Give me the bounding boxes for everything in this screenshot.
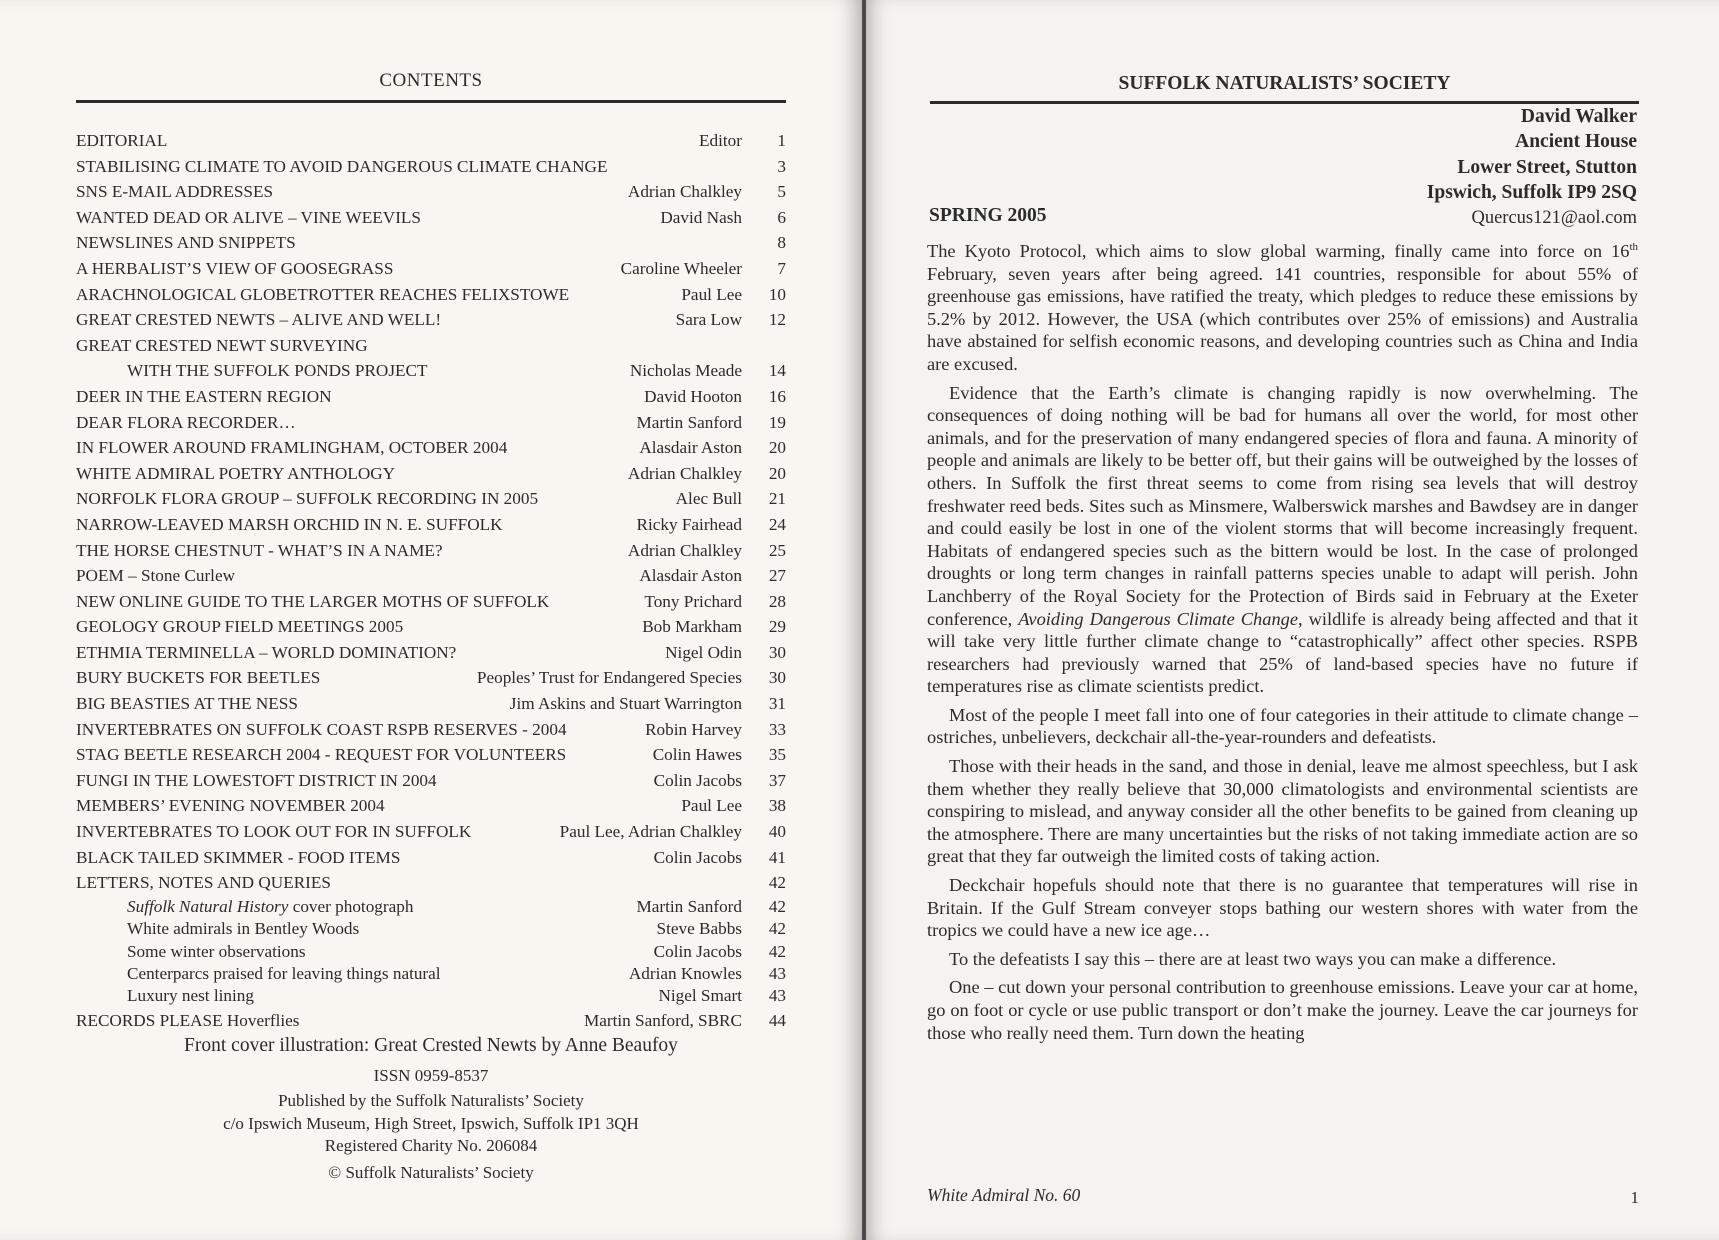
publisher-line: Published by the Suffolk Naturalists’ Society [278,1091,584,1110]
entry-page: 28 [768,591,786,611]
entry-author: Adrian Chalkley [627,182,742,202]
entry-author: Jim Askins and Stuart Warrington [509,694,742,714]
entry-title-text: Some winter observations [127,941,306,961]
contents-entry [76,768,786,794]
contents-entry [76,512,786,538]
entry-title: NEW ONLINE GUIDE TO THE LARGER MOTHS OF SUFFOLK [76,591,550,611]
charity-number: Registered Charity No. 206084 [324,1136,538,1155]
paragraph-text: Evidence that the Earth’s climate is changing rapidly is now overwhelming. The consequences of doing nothing will be bad for humans all over the world, for most other animals, and for the preservation of many endangered species of flora and fauna. A minority of people and animals are likely to be better off, but their gains will be outweighed by the losses of others. In Suffolk the first threat seems to come from rising sea levels that will destroy freshwater reed beds. Sites such as Minsmere, Walberswick marshes and Bawdsey are in danger and could easily be lost in one of the violent storms that will become increasingly frequent. Habitats of endangered species such as the bittern would be lost. In the case of prolonged droughts or long term changes in rainfall patterns species unable to adapt will perish. John Lanchberry of the Royal Society for the Protection of Birds said in February at the Exeter conference, [927,382,1638,629]
contents-entry [76,486,786,512]
entry-title: DEER IN THE EASTERN REGION [76,386,332,406]
contents-list [76,128,786,1033]
entry-author: Colin Jacobs [653,847,742,867]
entry-title: GEOLOGY GROUP FIELD MEETINGS 2005 [76,617,404,637]
entry-author: Nigel Odin [665,642,742,662]
contents-entry [76,717,786,743]
contents-entry [76,563,786,589]
contents-entry [76,1008,786,1034]
entry-title: EDITORIAL [76,131,168,150]
contents-entry [76,410,786,436]
entry-page: 20 [768,463,786,483]
copyright: © Suffolk Naturalists’ Society [328,1163,534,1182]
entry-page: 19 [768,412,786,432]
entry-page: 42 [768,919,786,939]
entry-author: Peoples’ Trust for Endangered Species [476,668,742,688]
entry-title: IN FLOWER AROUND FRAMLINGHAM, OCTOBER 2004 [76,438,508,458]
entry-page: 24 [768,514,786,534]
entry-title-text: White admirals in Bentley Woods [127,919,360,939]
entry-title: WITH THE SUFFOLK PONDS PROJECT [127,361,428,381]
contents-entry [76,128,786,154]
entry-page: 25 [768,540,786,560]
contents-entry [76,640,786,666]
contents-entry [76,230,786,256]
footer-page-number: 1 [1630,1188,1639,1207]
entry-author: Editor [699,131,742,150]
paragraph: Most of the people I meet fall into one of four categories in their attitude to climate change – ostriches, unbelievers, deckchair all-the-year-rounders and defeatists. [927,704,1638,748]
entry-author: Robin Harvey [645,719,742,739]
editorial-body [927,240,1638,1050]
issn: ISSN 0959-8537 [373,1066,489,1085]
entry-page: 41 [768,847,786,867]
issue-season: SPRING 2005 [929,205,1047,226]
society-heading: SUFFOLK NATURALISTS’ SOCIETY [1118,73,1451,94]
paragraph: Deckchair hopefuls should note that there is no guarantee that temperatures will rise in Britain. If the Gulf Stream conveyer stops bathing our western shores with water from the tropics we could have a new ice age… [927,875,1638,941]
letters-entry [76,918,786,940]
entry-title: BURY BUCKETS FOR BEETLES [76,668,321,688]
entry-title: INVERTEBRATES ON SUFFOLK COAST RSPB RESERVES - 2004 [76,719,567,739]
contents-entry [76,154,786,180]
paragraph [927,382,1638,698]
entry-title: POEM – Stone Curlew [76,566,235,586]
entry-author: Nicholas Meade [629,361,742,381]
entry-page: 30 [768,668,786,688]
contents-entry [76,461,786,487]
entry-author: Nigel Smart [658,986,742,1006]
entry-title: SNS E-MAIL ADDRESSES [76,182,274,202]
entry-author: Steve Babbs [656,919,742,939]
entry-title: INVERTEBRATES TO LOOK OUT FOR IN SUFFOLK [76,822,472,842]
contents-entry [76,614,786,640]
address-line: Ancient House [1515,131,1637,153]
entry-page: 10 [768,284,786,304]
ordinal-suffix: th [1629,240,1638,253]
entry-title [127,963,441,985]
entry-author: Martin Sanford, SBRC [583,1010,742,1030]
entry-author: Adrian Knowles [628,963,742,983]
entry-title: STABILISING CLIMATE TO AVOID DANGEROUS CLIMATE CHANGE [76,156,608,176]
entry-page: 7 [777,258,786,278]
contents-entry [76,870,786,896]
contents-entry [76,282,786,308]
letters-entry [76,985,786,1007]
entry-author: Martin Sanford [636,412,742,432]
contents-entry [76,589,786,615]
entry-title [127,896,413,918]
contents-entry [76,435,786,461]
entry-title: BIG BEASTIES AT THE NESS [76,694,298,714]
entry-author: Alasdair Aston [639,438,742,458]
entry-page: 40 [768,822,786,842]
letters-entry [76,963,786,985]
entry-author: David Hooton [644,386,742,406]
entry-page: 30 [768,642,786,662]
paragraph-text: The Kyoto Protocol, which aims to slow global warming, finally came into force on 16 [927,241,1630,261]
address-line: Ipswich, Suffolk IP9 2SQ [1426,182,1637,204]
entry-page: 21 [768,489,786,509]
entry-page: 35 [768,745,786,765]
contents-entry [76,665,786,691]
entry-page: 1 [777,131,786,150]
entry-title: DEAR FLORA RECORDER… [76,412,296,432]
entry-title-italic: Suffolk Natural History [127,896,289,916]
entry-title: ARACHNOLOGICAL GLOBETROTTER REACHES FELIXSTOWE [76,284,570,304]
contents-entry [76,307,786,333]
entry-title: NORFOLK FLORA GROUP – SUFFOLK RECORDING IN 2005 [76,489,539,509]
entry-author: Tony Prichard [644,591,742,611]
entry-title [127,985,254,1007]
entry-page: 8 [777,233,786,253]
letters-entry [76,896,786,918]
contents-entry [76,256,786,282]
entry-author: Paul Lee [681,284,742,304]
contents-entry [76,742,786,768]
contents-entry [76,358,786,384]
contents-entry [76,333,786,359]
entry-author: Caroline Wheeler [620,258,742,278]
contents-entry [76,384,786,410]
entry-author: Adrian Chalkley [627,540,742,560]
contents-entry [76,845,786,871]
paragraph [927,240,1638,376]
entry-page: 43 [768,986,786,1006]
address-line: Lower Street, Stutton [1457,156,1637,178]
entry-title-text: cover photograph [288,896,414,916]
entry-author: Alec Bull [675,489,742,509]
entry-page: 20 [768,438,786,458]
conference-title: Avoiding Dangerous Climate Change [1018,608,1298,629]
entry-author: David Nash [660,207,742,227]
entry-author: Adrian Chalkley [627,463,742,483]
footer-title: White Admiral No. 60 [927,1185,1081,1205]
entry-author: Alasdair Aston [639,566,742,586]
entry-page: 43 [768,963,786,983]
entry-author: Bob Markham [642,617,742,637]
entry-page: 42 [768,873,786,893]
entry-author: Martin Sanford [636,896,742,916]
entry-author: Ricky Fairhead [636,514,742,534]
paragraph: To the defeatists I say this – there are at least two ways you can make a difference. [949,948,1557,969]
entry-title: LETTERS, NOTES AND QUERIES [76,873,331,893]
entry-title: STAG BEETLE RESEARCH 2004 - REQUEST FOR VOLUNTEERS [76,745,567,765]
paragraph-text: , wildlife is already being affected and that it will take very little further climate change to “catastrophically” affect other species. RSPB researchers had previously warned that 25% of land-based species have no future if temperatures rise as climate scientists predict. [927,608,1638,697]
entry-title: WANTED DEAD OR ALIVE – VINE WEEVILS [76,207,421,227]
entry-page: 14 [768,361,786,381]
paragraph-text: February, seven years after being agreed. 141 countries, responsible for about 55% of greenhouse gas emissions, have ratified the treaty, which pledges to reduce these emissions by 5.2% by 2012. However, the USA (which contributes over 25% of emissions) and Australia have abstained for selfish economic reasons, and developing countries such as China and India are excused. [927,263,1638,374]
entry-page: 31 [768,694,786,714]
entry-title: BLACK TAILED SKIMMER - FOOD ITEMS [76,847,401,867]
publisher-address: c/o Ipswich Museum, High Street, Ipswich, Suffolk IP1 3QH [223,1113,639,1133]
entry-page: 42 [768,941,786,961]
entry-title: NEWSLINES AND SNIPPETS [76,233,296,253]
entry-page: 42 [768,896,786,916]
entry-title [127,941,306,963]
entry-title: RECORDS PLEASE Hoverflies [76,1010,300,1030]
paragraph: One – cut down your personal contribution to greenhouse emissions. Leave your car at home, go on foot or cycle or use public transport or don’t make the journey. Leave the car journeys for those who really need them. Turn down the heating [927,977,1638,1043]
entry-page: 12 [768,310,786,330]
entry-page: 33 [768,719,786,739]
contents-entry [76,179,786,205]
entry-title-text: Centerparcs praised for leaving things natural [127,963,441,983]
entry-title: FUNGI IN THE LOWESTOFT DISTRICT IN 2004 [76,770,437,790]
entry-author: Colin Hawes [652,745,742,765]
letters-entry [76,941,786,963]
entry-title: WHITE ADMIRAL POETRY ANTHOLOGY [76,463,396,483]
entry-page: 38 [768,796,786,816]
contents-entry [76,819,786,845]
contents-heading: CONTENTS [379,70,483,91]
entry-page: 3 [777,156,786,176]
publisher-info [76,1090,786,1158]
entry-page: 29 [768,617,786,637]
contents-entry [76,691,786,717]
entry-page: 44 [768,1010,786,1030]
entry-title: GREAT CRESTED NEWT SURVEYING [76,335,368,355]
entry-author: Colin Jacobs [653,770,742,790]
entry-title: ETHMIA TERMINELLA – WORLD DOMINATION? [76,642,457,662]
contents-entry [76,205,786,231]
entry-title: NARROW-LEAVED MARSH ORCHID IN N. E. SUFFOLK [76,514,503,534]
contents-entry [76,793,786,819]
entry-title [127,918,359,940]
entry-author: Paul Lee, Adrian Chalkley [559,822,742,842]
paragraph: Those with their heads in the sand, and those in denial, leave me almost speechless, but I ask them whether they really believe that 30,000 climatologists and environmental scientists are conspiring to mislead, and anyway consider all the other benefits to be gained from cleaning up the atmosphere. There are many uncertainties but the risks of not taking immediate action are so great that they far outweigh the limited costs of taking action. [927,756,1638,867]
entry-author: Colin Jacobs [653,941,742,961]
contents-rule [76,100,786,103]
entry-title: THE HORSE CHESTNUT - WHAT’S IN A NAME? [76,540,443,560]
entry-author: Sara Low [675,310,742,330]
entry-page: 6 [777,207,786,227]
editor-email[interactable]: Quercus121@aol.com [1471,208,1637,228]
entry-title: A HERBALIST’S VIEW OF GOOSEGRASS [76,258,394,278]
entry-page: 37 [768,770,786,790]
entry-page: 27 [768,566,786,586]
entry-title: MEMBERS’ EVENING NOVEMBER 2004 [76,796,385,816]
entry-title: GREAT CRESTED NEWTS – ALIVE AND WELL! [76,310,442,330]
entry-author: Paul Lee [681,796,742,816]
front-cover-credit: Front cover illustration: Great Crested Newts by Anne Beaufoy [184,1035,678,1056]
entry-page: 16 [768,386,786,406]
entry-page: 5 [777,182,786,202]
editor-address [1427,104,1637,206]
address-line: David Walker [1520,106,1637,127]
entry-title-text: Luxury nest lining [127,986,254,1006]
contents-entry [76,538,786,564]
